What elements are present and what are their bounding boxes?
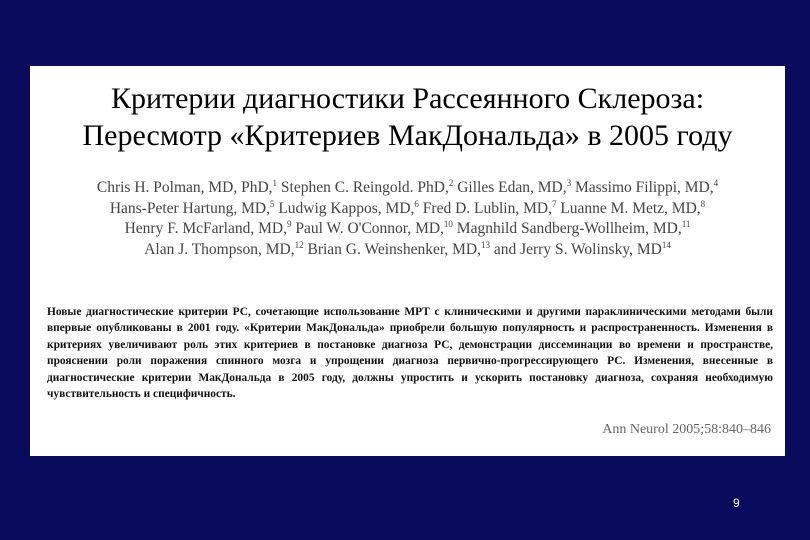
author-affiliation-number: 10	[443, 218, 453, 229]
author-affiliation-number: 5	[269, 198, 275, 209]
author-affiliation-number: 7	[551, 198, 557, 209]
author-name: Alan J. Thompson, MD,	[144, 240, 295, 258]
journal-citation: Ann Neurol 2005;58:840–846	[602, 422, 771, 437]
author-name: Henry F. McFarland, MD,	[124, 220, 287, 237]
title-line-2: Пересмотр «Критериев МакДональда» в 2005 году	[82, 119, 733, 152]
author-affiliation-number: 12	[294, 239, 304, 250]
page-number: 9	[733, 496, 740, 510]
title-line-1: Критерии диагностики Рассеянного Склероза:	[110, 82, 705, 115]
author-affiliation-number: 2	[448, 177, 454, 188]
author-affiliation-number: 13	[480, 239, 490, 250]
author-name: Brian G. Weinshenker, MD,	[303, 240, 481, 258]
author-list	[30, 178, 785, 260]
author-name: Stephen C. Reingold. PhD,	[277, 179, 449, 196]
author-affiliation-number: 1	[272, 177, 278, 188]
author-name: Fred D. Lublin, MD,	[418, 199, 552, 217]
author-affiliation-number: 11	[681, 218, 691, 229]
author-line	[30, 199, 785, 220]
author-name: Hans-Peter Hartung, MD,	[109, 199, 270, 217]
slide-title	[30, 80, 785, 154]
author-affiliation-number: 14	[661, 239, 671, 250]
author-name: Massimo Filippi, MD,	[571, 179, 714, 196]
author-name: Ludwig Kappos, MD,	[274, 199, 415, 217]
abstract-text: Новые диагностические критерии РС, сочетающие использование МРТ с клиническими и другими параклиническими методами были впервые опубликованы в 2001 году. «Критерии МакДональда» приобрели большую популярность и распространенность. Изменения в критериях увеличивают роль этих критериев в постановке диагноза РС, демонстрации диссеминации во времени и пространстве, прояснении роли поражения спинного мозга и упрощении диагноза первично-прогрессирующего РС. Изменения, внесенные в диагностические критерии МакДональда в 2005 году, должны упростить и ускорить постановку диагноза, сохраняя необходимую чувствительность и специфичность.	[47, 306, 773, 401]
author-name: and Jerry S. Wolinsky, MD	[489, 240, 662, 258]
author-line	[30, 219, 785, 240]
author-affiliation-number: 9	[286, 218, 292, 229]
author-line	[30, 178, 785, 199]
slide-content-panel	[30, 66, 785, 456]
author-name: Luanne M. Metz, MD,	[556, 199, 701, 217]
author-affiliation-number: 3	[566, 177, 572, 188]
author-affiliation-number: 6	[414, 198, 419, 209]
author-name: Magnhild Sandberg-Wollheim, MD,	[452, 220, 682, 237]
author-affiliation-number: 8	[700, 198, 706, 209]
author-name: Chris H. Polman, MD, PhD,	[96, 179, 273, 196]
author-name: Paul W. O'Connor, MD,	[291, 220, 444, 237]
author-line	[30, 240, 785, 261]
author-affiliation-number: 4	[713, 177, 719, 188]
author-name: Gilles Edan, MD,	[453, 179, 567, 196]
